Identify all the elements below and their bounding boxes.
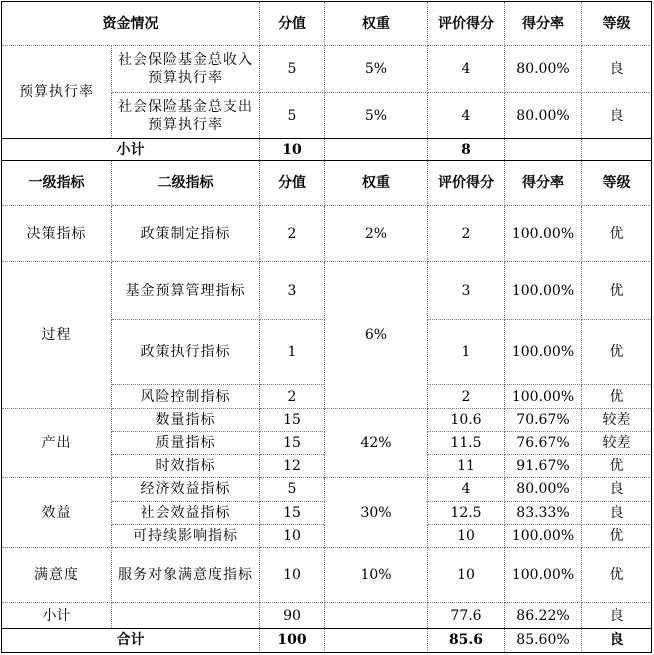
score-cell: 12 <box>260 455 325 478</box>
score-cell: 1 <box>260 319 325 385</box>
indicator-cell: 社会保险基金总支出预算执行率 <box>112 92 260 138</box>
subtotal-weight <box>325 603 428 628</box>
subtotal-rate: 86.22% <box>505 603 582 628</box>
header-score-value: 分值 <box>260 161 325 205</box>
header-score-value: 分值 <box>260 2 325 46</box>
grade-cell: 良 <box>582 46 652 92</box>
total-label: 合计 <box>2 628 260 652</box>
rate-cell: 80.00% <box>505 46 582 92</box>
indicator-cell: 质量指标 <box>112 431 260 454</box>
group-label-benefit: 效益 <box>2 478 112 548</box>
weight-cell: 30% <box>325 478 428 548</box>
grade-cell: 较差 <box>582 431 652 454</box>
table-row <box>2 205 652 262</box>
indicator-cell: 社会效益指标 <box>112 501 260 524</box>
indicator-cell: 可持续影响指标 <box>112 524 260 547</box>
subtotal-rate <box>505 139 582 161</box>
score-cell: 10 <box>260 524 325 547</box>
indicator-cell: 基金预算管理指标 <box>112 262 260 320</box>
table-row <box>2 262 652 320</box>
indicator-cell: 经济效益指标 <box>112 478 260 501</box>
group-label-satisfaction: 满意度 <box>2 547 112 603</box>
header-row-fund <box>2 2 652 46</box>
eval-cell: 10.6 <box>428 408 505 431</box>
rate-cell: 100.00% <box>505 385 582 408</box>
subtotal-grade: 良 <box>582 603 652 628</box>
table-row <box>2 478 652 501</box>
table-row <box>2 547 652 603</box>
score-cell: 15 <box>260 408 325 431</box>
table-row <box>2 46 652 92</box>
header-grade: 等级 <box>582 161 652 205</box>
eval-cell: 11.5 <box>428 431 505 454</box>
indicator-cell: 数量指标 <box>112 408 260 431</box>
indicator-cell: 政策执行指标 <box>112 319 260 385</box>
rate-cell: 80.00% <box>505 478 582 501</box>
subtotal-row <box>2 603 652 628</box>
subtotal-label: 小计 <box>2 139 260 161</box>
rate-cell: 100.00% <box>505 524 582 547</box>
eval-cell: 2 <box>428 205 505 262</box>
eval-cell: 3 <box>428 262 505 320</box>
weight-cell: 5% <box>325 46 428 92</box>
total-score: 100 <box>260 628 325 652</box>
weight-cell: 2% <box>325 205 428 262</box>
header-eval-score: 评价得分 <box>428 161 505 205</box>
rate-cell: 100.00% <box>505 547 582 603</box>
header-level2: 二级指标 <box>112 161 260 205</box>
grade-cell: 优 <box>582 524 652 547</box>
grade-cell: 优 <box>582 547 652 603</box>
budget-label: 预算执行率 <box>2 46 112 139</box>
grade-cell: 优 <box>582 205 652 262</box>
score-cell: 15 <box>260 501 325 524</box>
rate-cell: 91.67% <box>505 455 582 478</box>
eval-cell: 4 <box>428 478 505 501</box>
subtotal-score: 90 <box>260 603 325 628</box>
rate-cell: 100.00% <box>505 262 582 320</box>
rate-cell: 100.00% <box>505 205 582 262</box>
table-row <box>2 408 652 431</box>
grade-cell: 优 <box>582 262 652 320</box>
eval-cell: 11 <box>428 455 505 478</box>
indicator-cell: 时效指标 <box>112 455 260 478</box>
header-weight: 权重 <box>325 161 428 205</box>
weight-cell: 10% <box>325 547 428 603</box>
header-fund-status: 资金情况 <box>2 2 260 46</box>
weight-cell: 6% <box>325 262 428 408</box>
grade-cell: 较差 <box>582 408 652 431</box>
grade-cell: 优 <box>582 385 652 408</box>
eval-cell: 4 <box>428 92 505 138</box>
indicator-cell: 社会保险基金总收入预算执行率 <box>112 46 260 92</box>
score-cell: 3 <box>260 262 325 320</box>
total-eval: 85.6 <box>428 628 505 652</box>
eval-cell: 10 <box>428 547 505 603</box>
score-cell: 10 <box>260 547 325 603</box>
header-weight: 权重 <box>325 2 428 46</box>
subtotal-weight <box>325 139 428 161</box>
score-cell: 15 <box>260 431 325 454</box>
rate-cell: 80.00% <box>505 92 582 138</box>
group-label-process: 过程 <box>2 262 112 408</box>
subtotal-label: 小计 <box>2 603 112 628</box>
group-label-decision: 决策指标 <box>2 205 112 262</box>
eval-cell: 10 <box>428 524 505 547</box>
score-cell: 5 <box>260 92 325 138</box>
header-level1: 一级指标 <box>2 161 112 205</box>
header-score-rate: 得分率 <box>505 2 582 46</box>
subtotal-row <box>2 139 652 161</box>
eval-cell: 1 <box>428 319 505 385</box>
header-score-rate: 得分率 <box>505 161 582 205</box>
grade-cell: 良 <box>582 92 652 138</box>
subtotal-eval: 8 <box>428 139 505 161</box>
eval-cell: 12.5 <box>428 501 505 524</box>
eval-cell: 2 <box>428 385 505 408</box>
indicator-cell: 服务对象满意度指标 <box>112 547 260 603</box>
total-weight <box>325 628 428 652</box>
eval-cell: 4 <box>428 46 505 92</box>
subtotal-eval: 77.6 <box>428 603 505 628</box>
subtotal-score: 10 <box>260 139 325 161</box>
score-cell: 5 <box>260 478 325 501</box>
indicator-cell: 风险控制指标 <box>112 385 260 408</box>
weight-cell: 42% <box>325 408 428 478</box>
total-grade: 良 <box>582 628 652 652</box>
grade-cell: 良 <box>582 478 652 501</box>
rate-cell: 100.00% <box>505 319 582 385</box>
header-grade: 等级 <box>582 2 652 46</box>
grade-cell: 优 <box>582 455 652 478</box>
grade-cell: 良 <box>582 501 652 524</box>
indicator-cell: 政策制定指标 <box>112 205 260 262</box>
group-label-output: 产出 <box>2 408 112 478</box>
score-cell: 5 <box>260 46 325 92</box>
total-rate: 85.60% <box>505 628 582 652</box>
header-row-indicators <box>2 161 652 205</box>
performance-evaluation-table <box>1 1 652 653</box>
rate-cell: 70.67% <box>505 408 582 431</box>
score-cell: 2 <box>260 385 325 408</box>
score-cell: 2 <box>260 205 325 262</box>
grade-cell: 优 <box>582 319 652 385</box>
subtotal-indicator <box>112 603 260 628</box>
total-row <box>2 628 652 652</box>
rate-cell: 76.67% <box>505 431 582 454</box>
subtotal-grade <box>582 139 652 161</box>
rate-cell: 83.33% <box>505 501 582 524</box>
weight-cell: 5% <box>325 92 428 138</box>
header-eval-score: 评价得分 <box>428 2 505 46</box>
